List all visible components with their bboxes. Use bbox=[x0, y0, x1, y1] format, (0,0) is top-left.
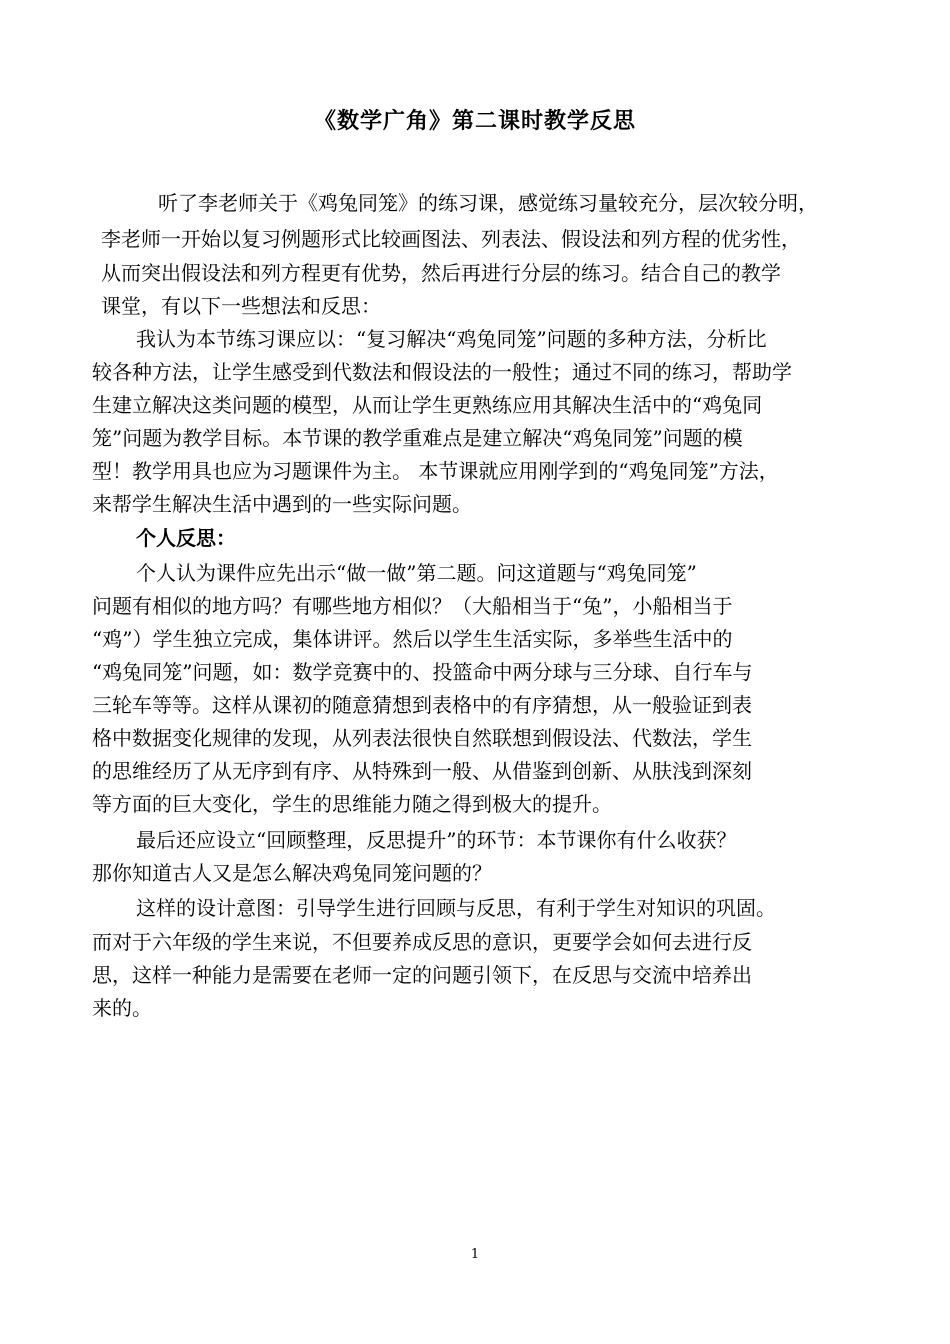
document-title: 《数学广角》第二课时教学反思 bbox=[313, 109, 636, 134]
paragraph-5-line-2: 而对于六年级的学生来说，不但要养成反思的意识，更要学会如何去进行反 bbox=[92, 930, 752, 954]
paragraph-2-line-2: 较各种方法，让学生感受到代数法和假设法的一般性；通过不同的练习，帮助学 bbox=[92, 360, 792, 384]
section-heading: 个人反思： bbox=[136, 526, 236, 550]
paragraph-4-line-2: 那你知道古人又是怎么解决鸡兔同笼问题的？ bbox=[92, 861, 492, 885]
paragraph-1-line-3: 从而突出假设法和列方程更有优势，然后再进行分层的练习。结合自己的教学 bbox=[101, 261, 781, 285]
paragraph-2-line-3: 生建立解决这类问题的模型，从而让学生更熟练应用其解决生活中的“鸡兔同 bbox=[92, 393, 763, 417]
paragraph-2-line-1: 我认为本节练习课应以：“复习解决“鸡兔同笼”问题的多种方法，分析比 bbox=[136, 327, 767, 351]
paragraph-3-line-2: 问题有相似的地方吗？有哪些地方相似？（大船相当于“兔”，小船相当于 bbox=[92, 594, 733, 618]
paragraph-2-line-6: 来帮学生解决生活中遇到的一些实际问题。 bbox=[92, 492, 472, 516]
paragraph-2-line-4: 笼”问题为教学目标。本节课的教学重难点是建立解决“鸡兔同笼”问题的模 bbox=[92, 426, 743, 450]
paragraph-3-line-5: 三轮车等等。这样从课初的随意猜想到表格中的有序猜想，从一般验证到表 bbox=[92, 693, 752, 717]
page-number: 1 bbox=[470, 1247, 480, 1262]
paragraph-3-line-6: 格中数据变化规律的发现，从列表法很快自然联想到假设法、代数法，学生 bbox=[92, 726, 752, 750]
paragraph-4-line-1: 最后还应设立“回顾整理，反思提升”的环节：本节课你有什么收获？ bbox=[136, 828, 737, 852]
paragraph-2-line-5: 型！教学用具也应为习题课件为主。 本节课就应用刚学到的“鸡兔同笼”方法， bbox=[92, 459, 779, 483]
paragraph-3-line-8: 等方面的巨大变化，学生的思维能力随之得到极大的提升。 bbox=[92, 792, 612, 816]
paragraph-5-line-3: 思，这样一种能力是需要在老师一定的问题引领下，在反思与交流中培养出 bbox=[92, 963, 752, 987]
paragraph-3-line-1: 个人认为课件应先出示“做一做”第二题。问这道题与“鸡兔同笼” bbox=[136, 561, 697, 585]
paragraph-5-line-4: 来的。 bbox=[92, 996, 152, 1020]
paragraph-3-line-3: “鸡”）学生独立完成，集体讲评。然后以学生生活实际，多举些生活中的 bbox=[92, 627, 733, 651]
paragraph-3-line-4: “鸡兔同笼”问题，如：数学竞赛中的、投篮命中两分球与三分球、自行车与 bbox=[92, 660, 753, 684]
paragraph-1-line-2: 李老师一开始以复习例题形式比较画图法、列表法、假设法和列方程的优劣性， bbox=[101, 227, 801, 251]
paragraph-1-line-4: 课堂，有以下一些想法和反思： bbox=[101, 294, 381, 318]
paragraph-5-line-1: 这样的设计意图：引导学生进行回顾与反思，有利于学生对知识的巩固。 bbox=[136, 896, 776, 920]
paragraph-3-line-7: 的思维经历了从无序到有序、从特殊到一般、从借鉴到创新、从肤浅到深刻 bbox=[92, 759, 752, 783]
paragraph-1-line-1: 听了李老师关于《鸡兔同笼》的练习课，感觉练习量较充分，层次较分明， bbox=[158, 191, 818, 215]
